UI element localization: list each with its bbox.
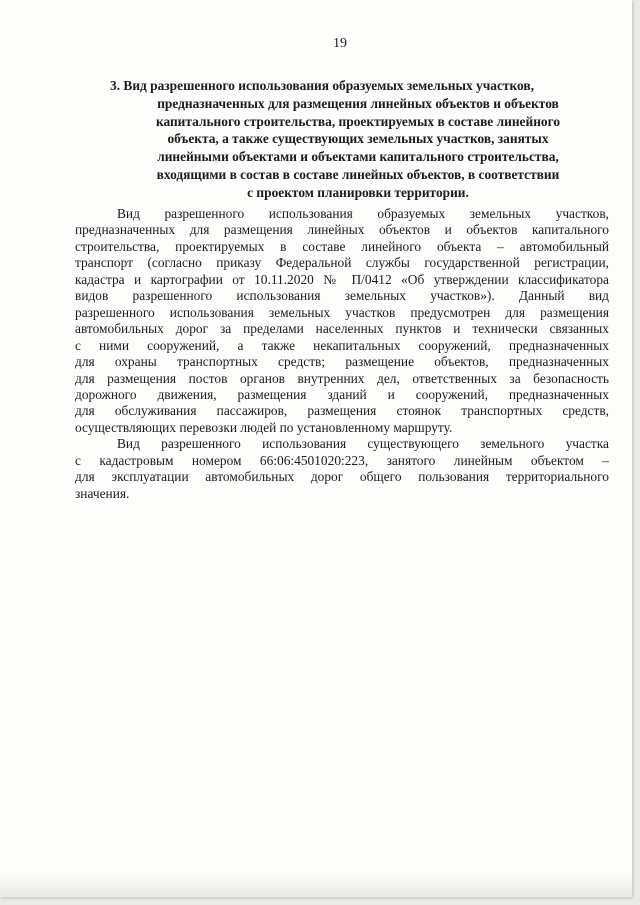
paragraph-line: автомобильных дорог за пределами населенных пунктов и технически связанных: [75, 321, 609, 337]
paragraph-line: Вид разрешенного использования существующего земельного участка: [117, 436, 609, 452]
paragraph-line: дорожного движения, размещения зданий и сооружений, предназначенных: [75, 386, 609, 402]
paragraph-line: для эксплуатации автомобильных дорог общего пользования территориального: [75, 469, 609, 485]
paragraph-line: строительства, проектируемых в составе линейного объекта – автомобильный: [75, 238, 609, 254]
heading-line: 3. Вид разрешенного использования образуемых земельных участков,: [110, 78, 534, 93]
heading-line: входящими в состав в составе линейных объектов, в соответствии: [156, 166, 560, 182]
scan-bottom-edge: [0, 871, 632, 897]
heading-line: предназначенных для размещения линейных объектов и объектов: [157, 95, 559, 111]
heading-line: с проектом планировки территории.: [247, 184, 469, 200]
paragraph-line: осуществляющих перевозки людей по установленному маршруту.: [75, 419, 453, 435]
body-text: [75, 206, 609, 502]
paragraph-line: транспорт (согласно приказу Федеральной службы государственной регистрации,: [75, 255, 609, 271]
page-number: 19: [333, 36, 347, 51]
heading-line: объекта, а также существующих земельных участков, занятых: [167, 131, 549, 147]
paragraph-existing-parcel: [75, 436, 609, 502]
paragraph-line: для обслуживания пассажиров, размещения стоянок транспортных средств,: [75, 403, 609, 419]
paragraph-line: с ними сооружений, а также некапитальных сооружений, предназначенных: [75, 337, 609, 353]
heading-line: капитального строительства, проектируемых в составе линейного: [155, 113, 561, 129]
heading-line: линейными объектами и объектами капитального строительства,: [157, 149, 559, 165]
paragraph-line: видов разрешенного использования земельных участков»). Данный вид: [75, 288, 609, 304]
paragraph-line: кадастра и картографии от 10.11.2020 № П/0412 «Об утверждении классификатора: [75, 271, 609, 287]
section-heading: [108, 77, 608, 202]
paragraph-line: значения.: [75, 485, 130, 501]
paragraph-land-use-description: [75, 206, 609, 436]
paragraph-line: для размещения постов органов внутренних дел, ответственных за безопасность: [75, 370, 609, 386]
paragraph-line: разрешенного использования земельных участков предусмотрен для размещения: [75, 304, 609, 320]
paragraph-line: Вид разрешенного использования образуемых земельных участков,: [117, 206, 609, 221]
paragraph-line: с кадастровым номером 66:06:4501020:223, занятого линейным объектом –: [75, 452, 609, 468]
paragraph-line: для охраны транспортных средств; размещение объектов, предназначенных: [75, 354, 609, 370]
paragraph-line: предназначенных для размещения линейных объектов и объектов капитального: [75, 222, 609, 238]
